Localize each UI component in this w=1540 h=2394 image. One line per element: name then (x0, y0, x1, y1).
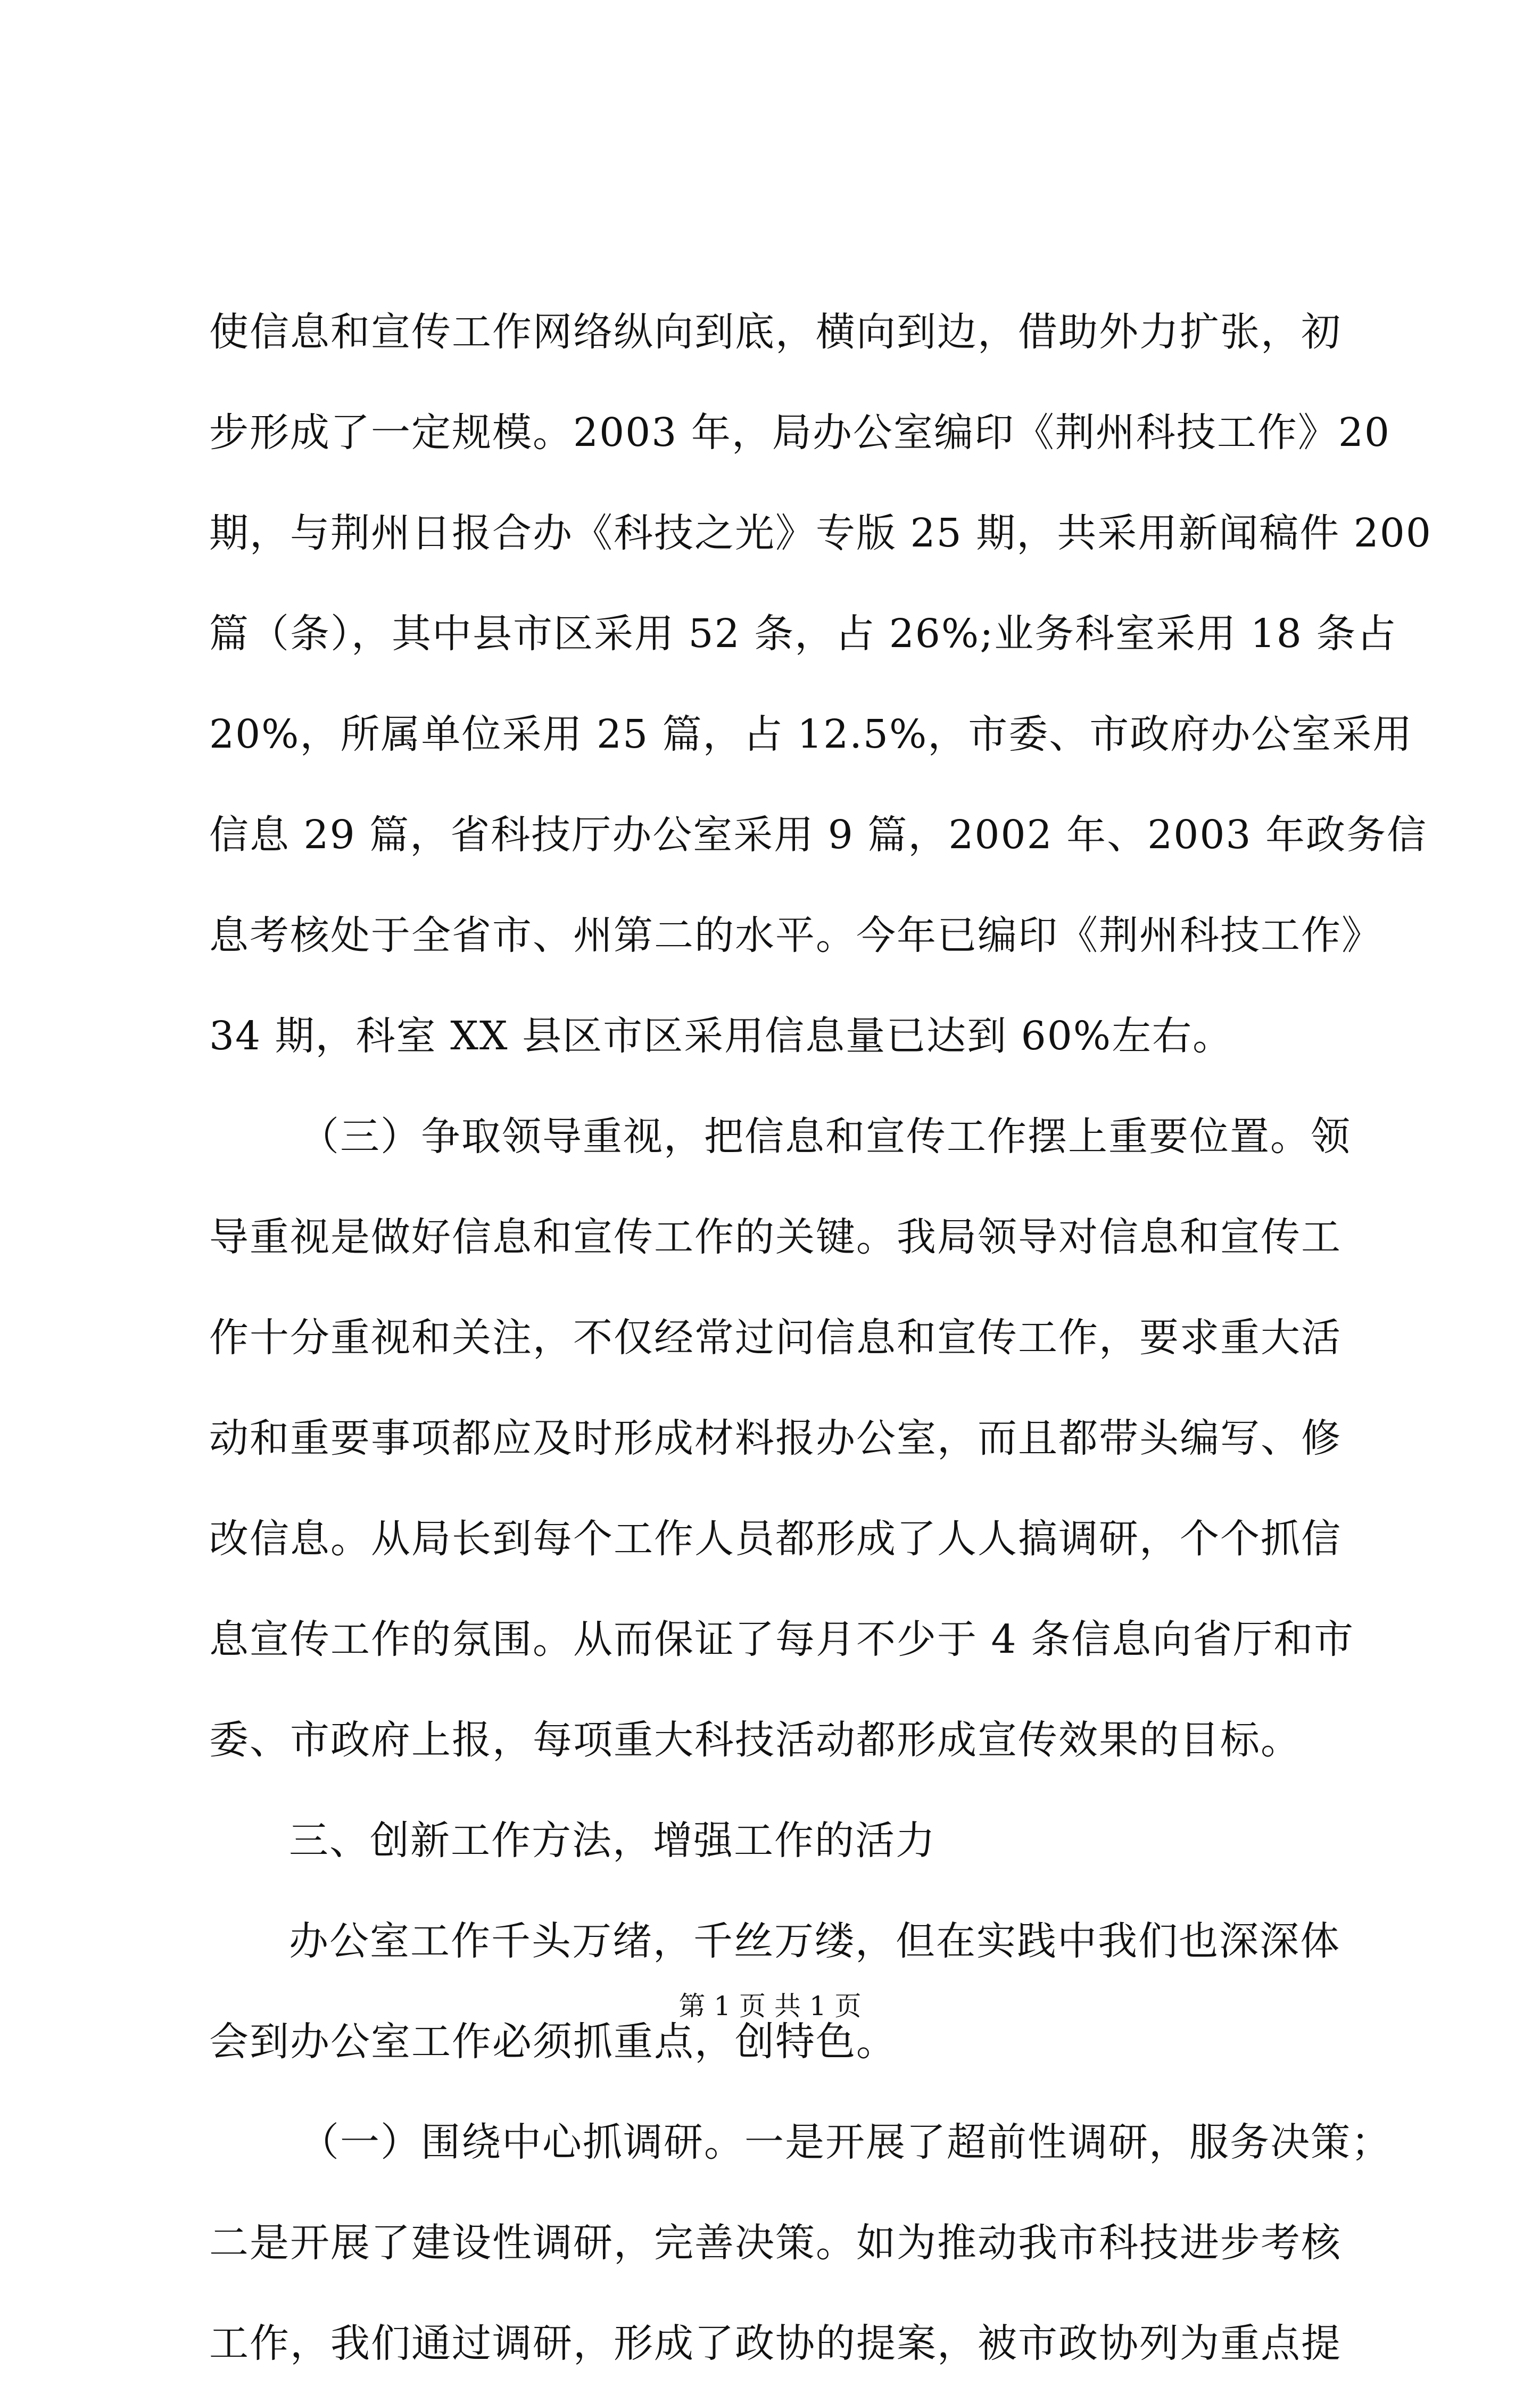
text-line: 步形成了一定规模。2003 年，局办公室编印《荆州科技工作》20 (209, 410, 1391, 455)
text-line: （三）争取领导重视，把信息和宣传工作摆上重要位置。领 (300, 1114, 1351, 1159)
text-line: 导重视是做好信息和宣传工作的关键。我局领导对信息和宣传工 (209, 1214, 1342, 1260)
text-line: 改信息。从局长到每个工作人员都形成了人人搞调研，个个抓信 (209, 1516, 1342, 1562)
text-line: 20%，所属单位采用 25 篇，占 12.5%，市委、市政府办公室采用 (209, 711, 1413, 757)
text-line: 息宣传工作的氛围。从而保证了每月不少于 4 条信息向省厅和市 (209, 1617, 1355, 1662)
text-line: 期，与荆州日报合办《科技之光》专版 25 期，共采用新闻稿件 200 (209, 510, 1432, 556)
page-footer: 第 1 页 共 1 页 (678, 1991, 862, 2022)
text-line: 使信息和宣传工作网络纵向到底，横向到边，借助外力扩张，初 (209, 309, 1342, 355)
text-line: 工作，我们通过调研，形成了政协的提案，被市政协列为重点提 (209, 2321, 1342, 2366)
text-line: 篇（条），其中县市区采用 52 条，占 26%;业务科室采用 18 条占 (209, 611, 1397, 657)
text-line: 会到办公室工作必须抓重点，创特色。 (209, 2019, 897, 2065)
text-line: 办公室工作千头万绪，千丝万缕，但在实践中我们也深深体 (289, 1918, 1340, 1964)
text-line: 信息 29 篇，省科技厅办公室采用 9 篇，2002 年、2003 年政务信 (209, 812, 1428, 858)
text-line: 委、市政府上报，每项重大科技活动都形成宣传效果的目标。 (209, 1717, 1301, 1763)
text-line: （一）围绕中心抓调研。一是开展了超前性调研，服务决策； (300, 2119, 1392, 2165)
text-line: 二是开展了建设性调研，完善决策。如为推动我市科技进步考核 (209, 2220, 1342, 2266)
document-body (209, 282, 1432, 2394)
text-line: 息考核处于全省市、州第二的水平。今年已编印《荆州科技工作》 (209, 913, 1382, 958)
text-line: 34 期，科室 XX 县区市区采用信息量已达到 60%左右。 (209, 1013, 1233, 1059)
text-line: 作十分重视和关注，不仅经常过问信息和宣传工作，要求重大活 (209, 1315, 1342, 1361)
text-line: 动和重要事项都应及时形成材料报办公室，而且都带头编写、修 (209, 1415, 1342, 1461)
section-heading: 三、创新工作方法，增强工作的活力 (289, 1818, 936, 1863)
